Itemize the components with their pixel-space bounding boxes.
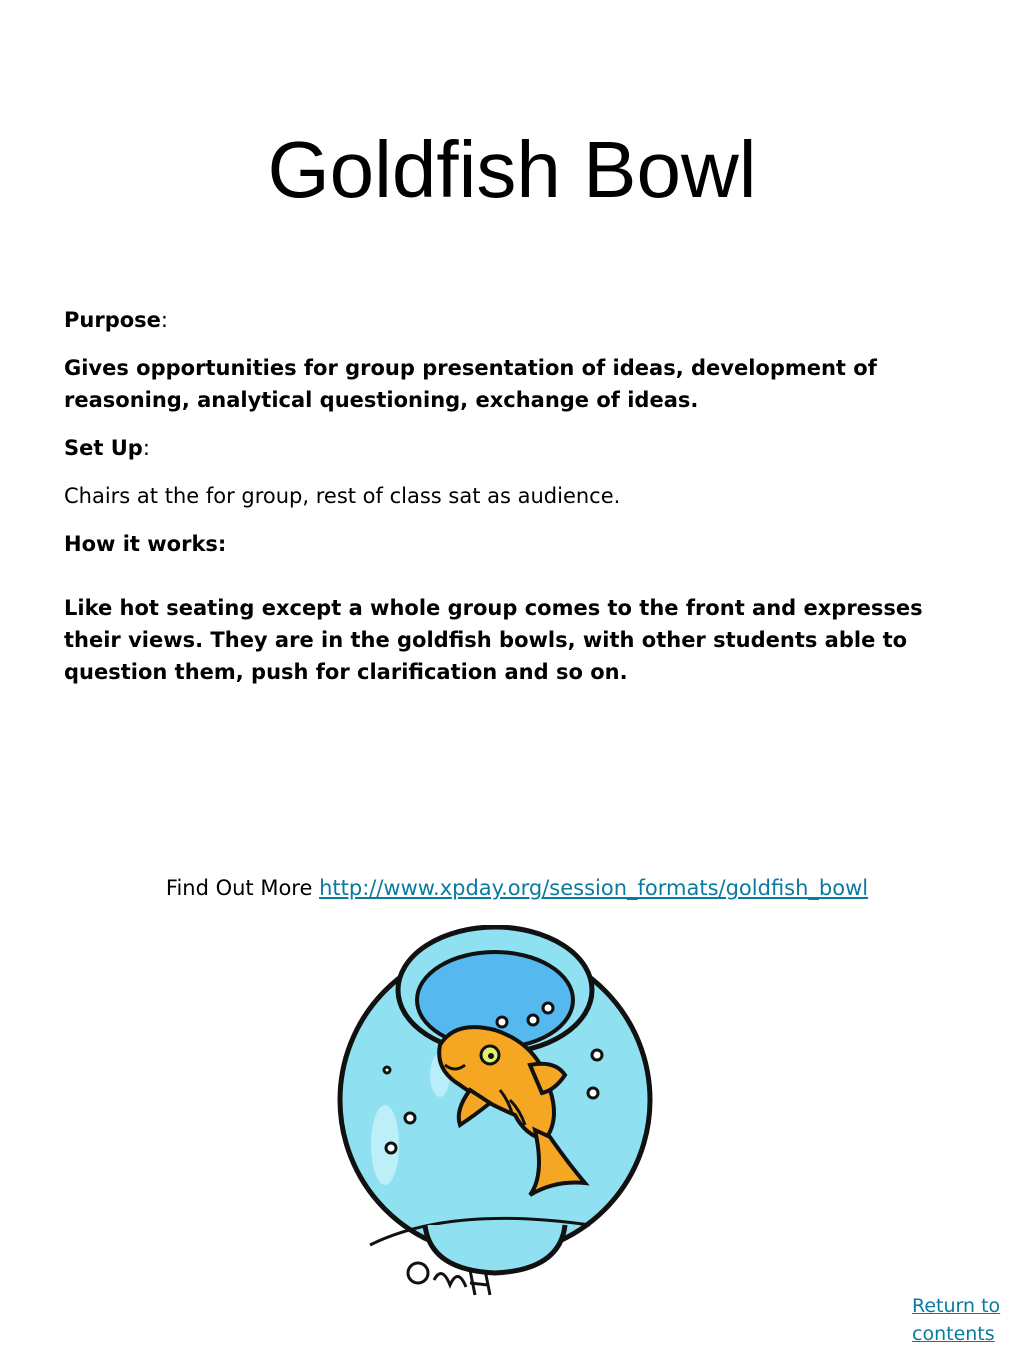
setup-heading bbox=[64, 432, 954, 464]
fish-pupil bbox=[488, 1053, 494, 1059]
find-out-more-label: Find Out More bbox=[165, 876, 313, 900]
goldfish-bowl-illustration bbox=[330, 925, 660, 1315]
bubble bbox=[592, 1050, 602, 1060]
return-link-line2: contents bbox=[912, 1323, 995, 1345]
find-out-more-link[interactable]: http://www.xpday.org/session_formats/goldfish_bowl bbox=[319, 876, 869, 900]
return-to-contents-link[interactable] bbox=[912, 1292, 1022, 1348]
bubble bbox=[528, 1015, 538, 1025]
purpose-label: Purpose bbox=[64, 308, 161, 332]
setup-text: Chairs at the for group, rest of class sat as audience. bbox=[64, 484, 621, 508]
purpose-heading bbox=[64, 304, 954, 336]
how-it-works-label: How it works: bbox=[64, 532, 227, 556]
purpose-text: Gives opportunities for group presentation of ideas, development of reasoning, analytical questioning, exchange of ideas. bbox=[64, 356, 877, 412]
bubble bbox=[588, 1088, 598, 1098]
page-title: Goldfish Bowl bbox=[267, 125, 757, 214]
how-it-works-text: Like hot seating except a whole group comes to the front and expresses their views. They are in the goldfish bowls, with other students able to question them, push for clarification and so on. bbox=[64, 596, 923, 684]
return-link-line1: Return to bbox=[912, 1295, 1001, 1317]
spacer bbox=[64, 576, 954, 592]
bubble bbox=[384, 1067, 390, 1073]
signature-circle bbox=[408, 1263, 428, 1283]
setup-colon: : bbox=[142, 436, 150, 460]
find-out-more bbox=[0, 872, 1024, 904]
purpose-colon: : bbox=[160, 308, 168, 332]
bubble bbox=[386, 1143, 396, 1153]
bubble bbox=[497, 1017, 507, 1027]
setup-label: Set Up bbox=[64, 436, 143, 460]
bowl-base bbox=[425, 1225, 565, 1273]
bubble bbox=[405, 1113, 415, 1123]
bubble bbox=[543, 1003, 553, 1013]
content-body bbox=[64, 304, 954, 704]
signature-text: ©MH bbox=[330, 925, 333, 926]
